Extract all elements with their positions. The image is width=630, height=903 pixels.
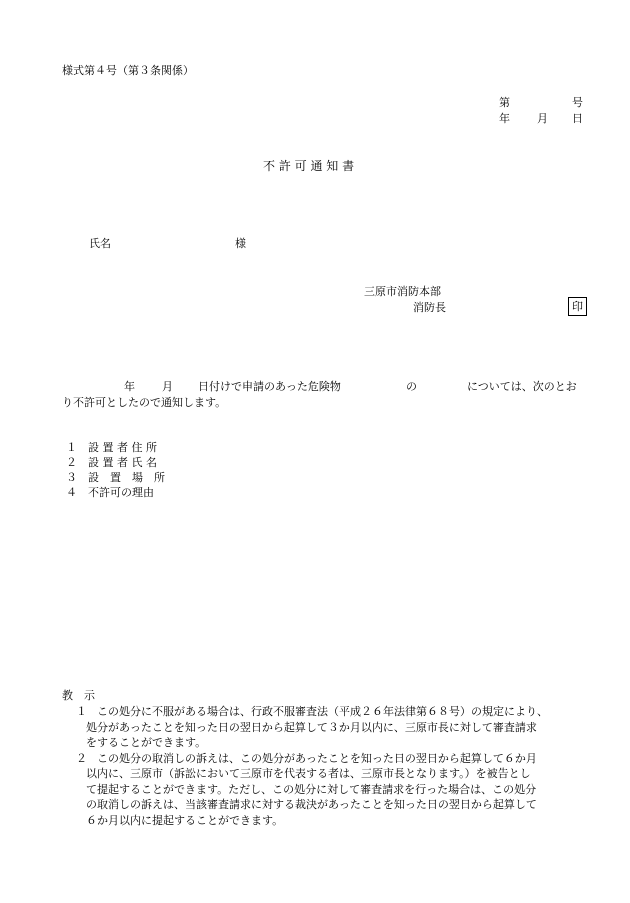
doc-number-prefix: 第	[499, 96, 510, 109]
instruction-note: ２ この処分の取消しの訴えは、この処分があったことを知った日の翌日から起算して６か月 以内に、三原市（訴訟において三原市を代表する者は、三原市長となります。）を被告とし て提起することができます。ただし、この処分に対して審査請求を行った場合は、この処分 の取消しの訴えは、当該審査請求に対する裁決があったことを知った日の翌日から起算して ６か月以内に提起することができます。	[76, 751, 537, 827]
list-item: １ 設 置 者 住 所	[66, 441, 157, 454]
instructions-notes	[76, 706, 596, 830]
instruction-note: １ この処分に不服がある場合は、行政不服審査法（平成２６年法律第６８号）の規定により、 処分があったことを知った日の翌日から起算して３か月以内に、三原市長に対して審査請求 をすることができます。	[76, 705, 548, 749]
list-item: ４ 不許可の理由	[66, 486, 154, 499]
item-list	[66, 442, 165, 502]
list-item: ２ 設 置 者 氏 名	[66, 456, 157, 469]
date-month: 月	[537, 112, 548, 125]
body-text-a: 日付けで申請のあった危険物	[198, 380, 341, 393]
list-item: ３ 設 置 場 所	[66, 471, 165, 484]
body-text-b: については、次のとお	[467, 380, 577, 393]
seal-box	[568, 297, 587, 316]
body-line2: り不許可としたので通知します。	[62, 396, 227, 409]
date-year: 年	[499, 112, 510, 125]
issuer-position: 消防長	[413, 301, 446, 314]
note-number: ２	[76, 751, 87, 765]
body-month: 月	[162, 380, 173, 393]
recipient-name-label: 氏名	[89, 237, 111, 250]
document-title: 不 許 可 通 知 書	[263, 159, 355, 173]
seal-label: 印	[572, 300, 583, 313]
instructions-heading: 教 示	[62, 689, 95, 702]
doc-number-suffix: 号	[572, 96, 583, 109]
note-number: １	[76, 705, 87, 718]
form-label: 様式第４号（第３条関係）	[62, 64, 194, 77]
issuer-org: 三原市消防本部	[364, 285, 441, 298]
recipient-honorific: 様	[235, 237, 246, 250]
date-day: 日	[572, 112, 583, 125]
body-no: の	[406, 380, 417, 393]
body-year: 年	[124, 380, 135, 393]
